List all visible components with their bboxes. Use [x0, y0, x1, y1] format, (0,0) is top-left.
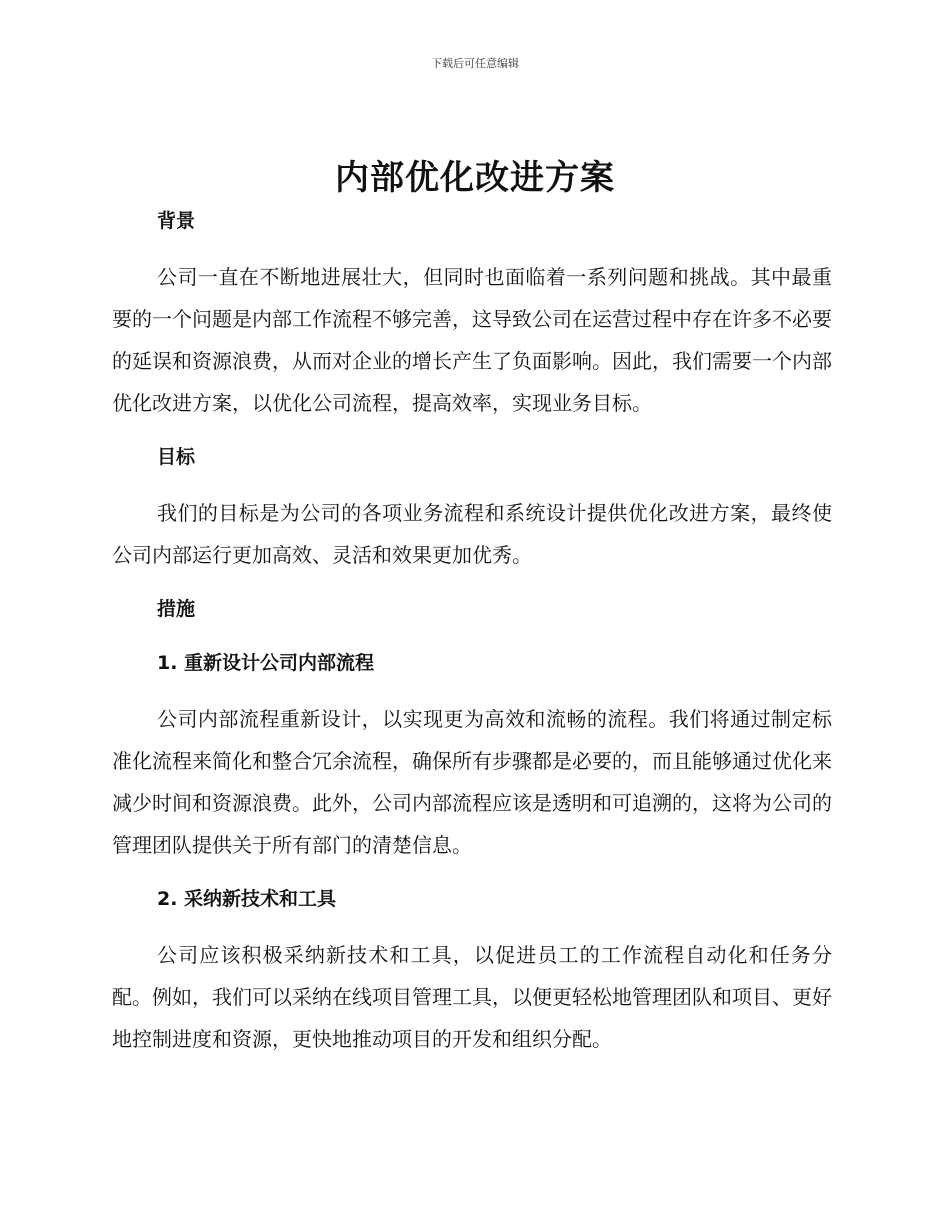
background-paragraph: 公司一直在不断地进展壮大，但同时也面临着一系列问题和挑战。其中最重要的一个问题是内部工作流程不够完善，这导致公司在运营过程中存在许多不必要的延误和资源浪费，从而对企业的增长产生了负面影响。因此，我们需要一个内部优化改进方案，以优化公司流程，提高效率，实现业务目标。 — [112, 265, 832, 415]
document-body — [112, 200, 832, 1060]
section-heading-background: 背景 — [157, 210, 196, 232]
measure-heading-1: 1. 重新设计公司内部流程 — [157, 652, 375, 674]
header-note: 下载后可任意编辑 — [431, 57, 519, 70]
measure-paragraph-2: 公司应该积极采纳新技术和工具，以促进员工的工作流程自动化和任务分配。例如，我们可以采纳在线项目管理工具，以便更轻松地管理团队和项目、更好地控制进度和资源，更快地推动项目的开发和组织分配。 — [112, 943, 832, 1051]
section-heading-measures: 措施 — [157, 598, 196, 620]
measure-paragraph-1: 公司内部流程重新设计，以实现更为高效和流畅的流程。我们将通过制定标准化流程来简化和整合冗余流程，确保所有步骤都是必要的，而且能够通过优化来减少时间和资源浪费。此外，公司内部流程应该是透明和可追溯的，这将为公司的管理团队提供关于所有部门的清楚信息。 — [112, 707, 832, 857]
document-title: 内部优化改进方案 — [335, 158, 615, 198]
section-heading-goal: 目标 — [157, 446, 196, 468]
goal-paragraph: 我们的目标是为公司的各项业务流程和系统设计提供优化改进方案，最终使公司内部运行更加高效、灵活和效果更加优秀。 — [112, 501, 832, 567]
measure-heading-2: 2. 采纳新技术和工具 — [157, 888, 337, 910]
